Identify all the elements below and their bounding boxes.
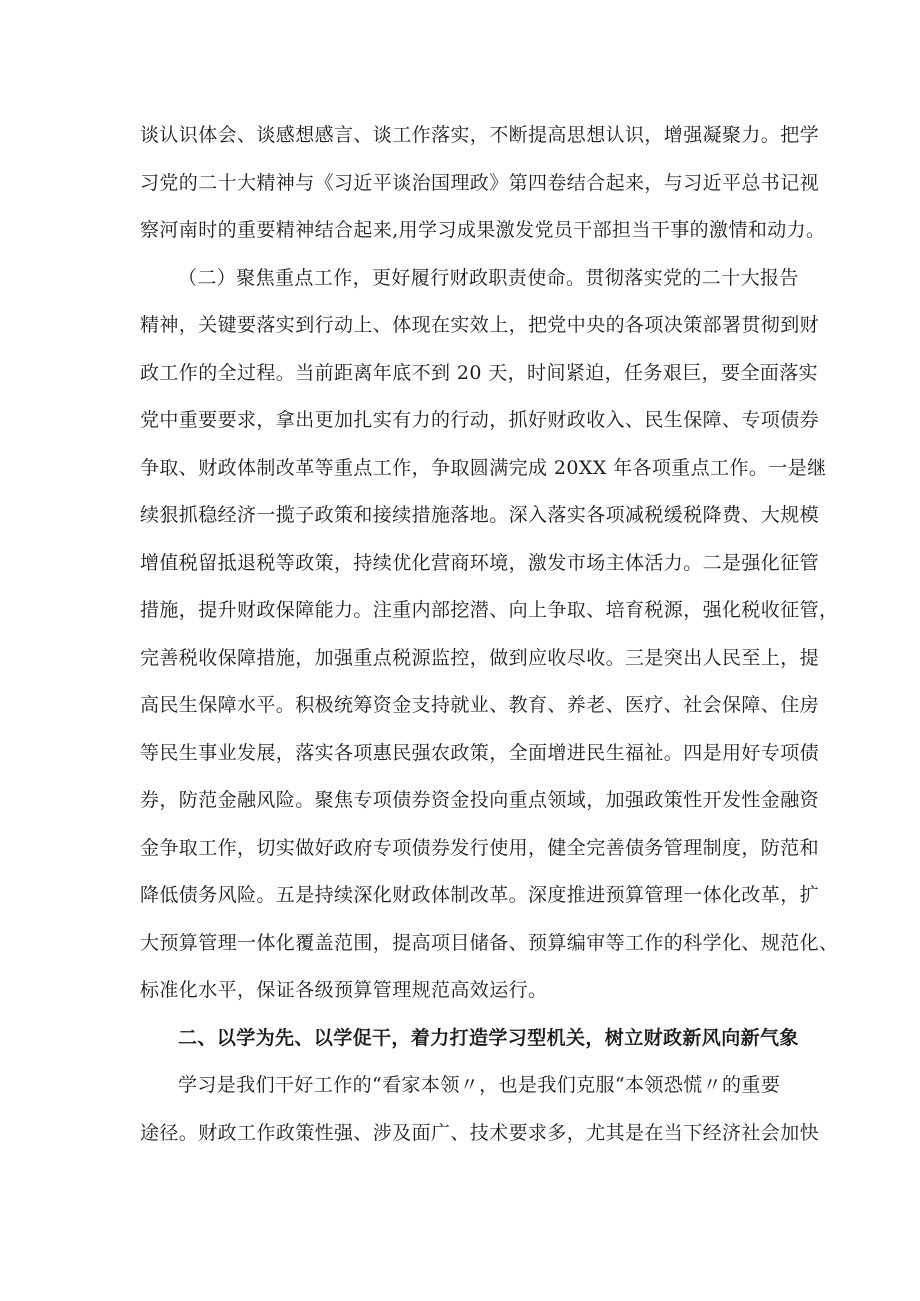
text-line: 金争取工作，切实做好政府专项债券发行使用，健全完善债务管理制度，防范和 [140, 836, 820, 859]
text-line: 察河南时的重要精神结合起来,用学习成果激发党员干部担当干事的激情和动力。 [140, 219, 826, 241]
text-line: 学习是我们干好工作的“看家本领〃，也是我们克服“本领恐慌〃的重要 [178, 1074, 781, 1096]
text-line: 完善税收保障措施，加强重点税源监控，做到应收尽收。三是突出人民至上，提 [140, 646, 820, 669]
text-line: 增值税留抵退税等政策，持续优化营商环境，激发市场主体活力。二是强化征管 [140, 551, 820, 574]
text-line: 政工作的全过程。当前距离年底不到 20 天，时间紧迫，任务艰巨，要全面落实 [140, 361, 819, 384]
text-line: 续狠抓稳经济一揽子政策和接续措施落地。深入落实各项减税缓税降费、大规模 [140, 504, 820, 526]
section-heading: 二、以学为先、以学促干，着力打造学习型机关，树立财政新风向新气象 [178, 1026, 799, 1049]
text-line: 习党的二十大精神与《习近平谈治国理政》第四卷结合起来，与习近平总书记视 [140, 171, 820, 194]
document-body [140, 112, 839, 1157]
text-line: 争取、财政体制改革等重点工作，争取圆满完成 20XX 年各项重点工作。一是继 [140, 456, 827, 479]
text-line: （二）聚焦重点工作，更好履行财政职责使命。贯彻落实党的二十大报告 [178, 266, 799, 289]
text-line: 谈认识体会、谈感想感言、谈工作落实，不断提高思想认识，增强凝聚力。把学 [140, 124, 820, 146]
text-line: 等民生事业发展，落实各项惠民强农政策，全面增进民生福祉。四是用好专项债 [140, 741, 820, 764]
text-line: 降低债务风险。五是持续深化财政体制改革。深度推进预算管理一体化改革，扩 [140, 884, 820, 906]
text-line: 措施，提升财政保障能力。注重内部挖潜、向上争取、培育税源，强化税收征管， [140, 599, 839, 621]
text-line: 标准化水平，保证各级预算管理规范高效运行。 [140, 979, 548, 1001]
text-line: 途径。财政工作政策性强、涉及面广、技术要求多，尤其是在当下经济社会加快 [140, 1121, 820, 1144]
text-line: 大预算管理一体化覆盖范围，提高项目储备、预算编审等工作的科学化、规范化、 [140, 931, 839, 954]
text-line: 精神，关键要落实到行动上、体现在实效上，把党中央的各项决策部署贯彻到财 [140, 314, 820, 336]
text-line: 党中重要要求，拿出更加扎实有力的行动，抓好财政收入、民生保障、专项债券 [140, 409, 820, 431]
text-line: 高民生保障水平。积极统筹资金支持就业、教育、养老、医疗、社会保障、住房 [140, 694, 820, 716]
text-line: 券，防范金融风险。聚焦专项债券资金投向重点领域，加强政策性开发性金融资 [140, 789, 820, 811]
